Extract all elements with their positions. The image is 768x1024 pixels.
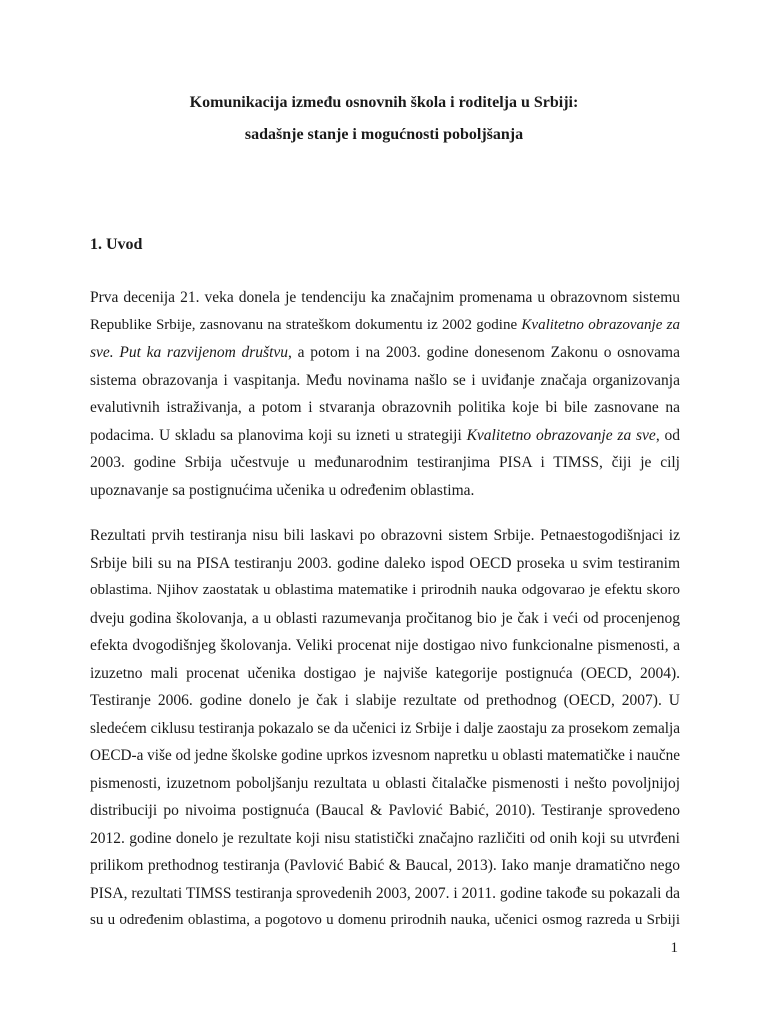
paragraph-2 xyxy=(90,522,680,935)
paragraph-1-line: upoznavanje sa postignućima učenika u određenim oblastima. xyxy=(90,481,475,499)
strategy-title-italic: sve. Put ka razvijenom društvu xyxy=(90,344,289,361)
paragraph-2-line: 2012. godine donelo je rezultate koji nisu statistički značajno različiti od onih koji su utvrđeni xyxy=(90,829,680,847)
paragraph-2-line: distribuciji po nivoima postignuća (Baucal & Pavlović Babić, 2010). Testiranje sprovedeno xyxy=(90,802,680,819)
paragraph-2-line: izuzetno mali procenat učenika dostigao je najviše kategorije postignuća (OECD, 2004). xyxy=(90,664,680,682)
paragraph-2-line: Srbije bili su na PISA testiranju 2003. godine daleko ispod OECD proseka u svim testiranim xyxy=(90,554,680,572)
paragraph-2-line: pismenosti, izuzetnom poboljšanju rezultata u oblasti čitalačke pismenosti i nešto povoljnijoj xyxy=(90,774,680,792)
paragraph-1-text: , od xyxy=(655,426,681,444)
paragraph-1-line xyxy=(90,339,680,367)
paragraph-2-line: Testiranje 2006. godine donelo je čak i slabije rezultate od prethodnog (OECD, 2007). U xyxy=(90,692,680,709)
paragraph-2-line: PISA, rezultati TIMSS testiranja sprovedenih 2003, 2007. i 2011. godine takođe su pokazali da xyxy=(90,884,680,902)
section-heading: 1. Uvod xyxy=(90,236,143,253)
paragraph-1-text: podacima. U skladu sa planovima koji su izneti u strategiji xyxy=(90,426,467,444)
strategy-title-italic: Kvalitetno obrazovanje za sve xyxy=(466,426,656,444)
paragraph-1-line: evalutivnih istraživanja, a potom i stvaranja obrazovnih politika koje bi bile zasnovane na xyxy=(90,399,680,416)
paragraph-2-line: efekta dvogodišnjeg školovanja. Veliki procenat nije dostigao nivo funkcionalne pismenosti, a xyxy=(90,637,680,654)
strategy-title-italic: Kvalitetno obrazovanje za xyxy=(521,316,680,333)
paragraph-1-line xyxy=(90,422,680,450)
paragraph-1-text: , a potom i na 2003. godine donesenom Zakonu o osnovama xyxy=(288,344,680,361)
paragraph-2-line: OECD-a više od jedne školske godine uprkos izvesnom napretku u oblasti matematičke i naučne xyxy=(90,747,680,764)
paragraph-1-line xyxy=(90,312,680,340)
paragraph-2-line: Rezultati prvih testiranja nisu bili laskavi po obrazovni sistem Srbije. Petnaestogodišnjaci iz xyxy=(90,527,680,544)
paragraph-1-line: Prva decenija 21. veka donela je tendenciju ka značajnim promenama u obrazovnom sistemu xyxy=(90,289,680,306)
paragraph-1-line: 2003. godine Srbija učestvuje u međunarodnim testiranjima PISA i TIMSS, čiji je cilj xyxy=(90,454,680,471)
paragraph-1 xyxy=(90,284,680,504)
page-number: 1 xyxy=(670,940,678,956)
paragraph-2-line: sledećem ciklusu testiranja pokazalo se da učenici iz Srbije i dalje zaostaju za prosekom zemalja xyxy=(90,719,680,737)
paragraph-1-line: sistema obrazovanja i vaspitanja. Među novinama našlo se i uviđanje značaja organizovanja xyxy=(90,371,680,389)
document-title-line-1: Komunikacija između osnovnih škola i roditelja u Srbiji: xyxy=(189,94,579,111)
paragraph-2-line: su u određenim oblastima, a pogotovo u domenu prirodnih nauka, učenici osmog razreda u Srbiji xyxy=(90,912,680,928)
paragraph-2-line: oblastima. Njihov zaostatak u oblastima matematike i prirodnih nauka odgovarao je efektu skoro xyxy=(90,582,680,598)
paragraph-1-text: Republike Srbije, zasnovanu na strateškom dokumentu iz 2002 godine xyxy=(90,316,522,333)
paragraph-2-line: prilikom prethodnog testiranja (Pavlović Babić & Baucal, 2013). Iako manje dramatično nego xyxy=(90,857,680,874)
paragraph-2-line: dveju godina školovanja, a u oblasti razumevanja pročitanog bio je čak i veći od procenjenog xyxy=(90,609,680,627)
document-title-line-2: sadašnje stanje i mogućnosti poboljšanja xyxy=(244,126,524,143)
